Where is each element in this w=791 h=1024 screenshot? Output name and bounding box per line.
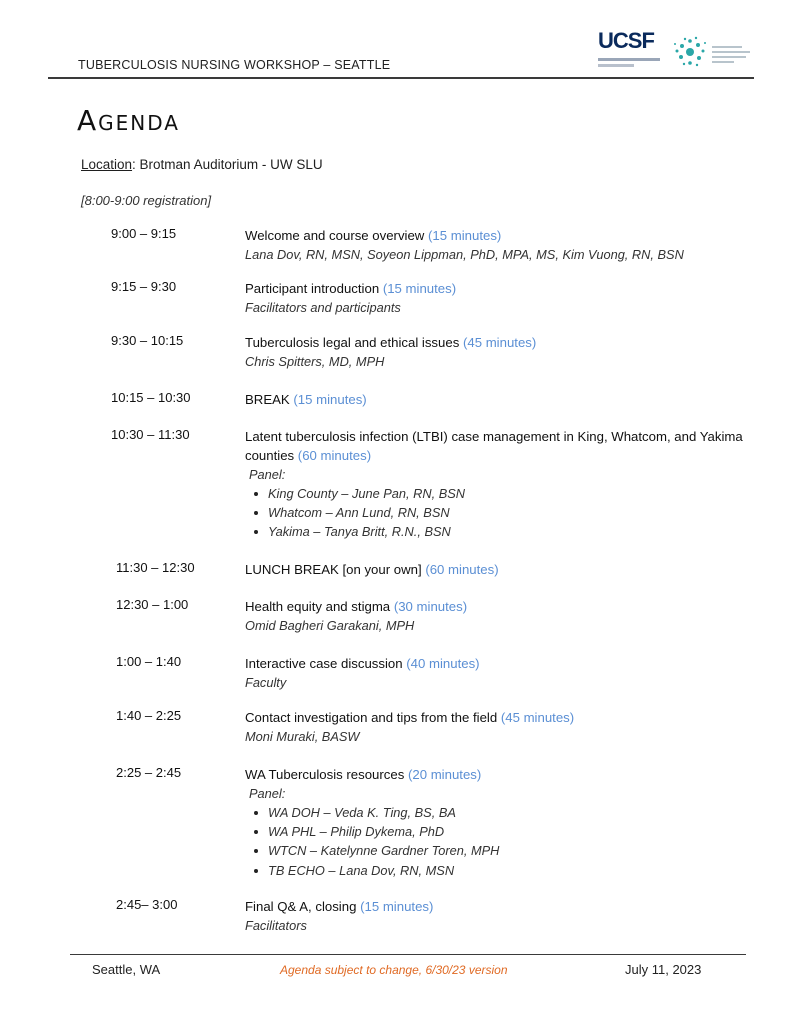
agenda-duration: (45 minutes)	[500, 710, 575, 725]
agenda-time: 10:15 – 10:30	[111, 390, 191, 405]
agenda-presenter: Chris Spitters, MD, MPH	[245, 354, 385, 369]
agenda-duration: (15 minutes)	[360, 899, 434, 914]
header-title: TUBERCULOSIS NURSING WORKSHOP – SEATTLE	[78, 58, 391, 72]
agenda-presenter: Faculty	[245, 675, 287, 690]
location-label: Location	[81, 157, 133, 172]
panel-member: TB ECHO – Lana Dov, RN, MSN	[268, 861, 755, 880]
agenda-time: 9:00 – 9:15	[111, 226, 177, 241]
curry-center-logo	[672, 32, 752, 72]
footer-divider	[70, 954, 746, 955]
footer-date: July 11, 2023	[625, 962, 702, 977]
ucsf-logo-subtext	[598, 64, 634, 67]
agenda-session: Latent tuberculosis infection (LTBI) case management in King, Whatcom, and Yakima counties	[245, 429, 743, 463]
agenda-duration: (30 minutes)	[393, 599, 468, 614]
agenda-session: Participant introduction	[245, 281, 380, 296]
agenda-presenter: Moni Muraki, BASW	[245, 729, 360, 744]
agenda-time: 10:30 – 11:30	[111, 427, 190, 442]
agenda-session: Contact investigation and tips from the field	[245, 710, 498, 725]
agenda-presenter: Lana Dov, RN, MSN, Soyeon Lippman, PhD, MPA, MS, Kim Vuong, RN, BSN	[245, 247, 684, 262]
ucsf-logo-wordmark: UCSF	[598, 28, 654, 53]
agenda-session: Interactive case discussion	[245, 656, 403, 671]
panel-list	[245, 803, 755, 880]
agenda-time: 1:40 – 2:25	[116, 708, 182, 723]
footer-location: Seattle, WA	[92, 962, 161, 977]
panel-member: Whatcom – Ann Lund, RN, BSN	[268, 503, 755, 522]
panel-member: WTCN – Katelynne Gardner Toren, MPH	[268, 841, 755, 860]
curry-center-sun-icon	[672, 32, 712, 72]
agenda-session: Health equity and stigma	[245, 599, 391, 614]
ucsf-logo	[598, 30, 668, 74]
agenda-session: WA Tuberculosis resources	[245, 767, 405, 782]
footer-version-note: Agenda subject to change, 6/30/23 version	[280, 963, 508, 977]
location-value: : Brotman Auditorium - UW SLU	[132, 157, 323, 172]
agenda-duration: (60 minutes)	[297, 448, 372, 463]
panel-list	[245, 484, 755, 542]
curry-center-logo-text	[712, 46, 750, 66]
panel-label: Panel:	[249, 467, 286, 482]
agenda-time: 9:30 – 10:15	[111, 333, 184, 348]
agenda-time: 1:00 – 1:40	[116, 654, 182, 669]
agenda-presenter: Facilitators	[245, 918, 307, 933]
agenda-duration: (20 minutes)	[407, 767, 482, 782]
panel-member: Yakima – Tanya Britt, R.N., BSN	[268, 522, 755, 541]
agenda-session: Welcome and course overview	[245, 228, 425, 243]
panel-label: Panel:	[249, 786, 286, 801]
agenda-duration: (15 minutes)	[382, 281, 457, 296]
agenda-session: BREAK	[245, 392, 290, 407]
agenda-session: Final Q& A, closing	[245, 899, 357, 914]
location-line	[81, 157, 323, 172]
agenda-time: 2:25 – 2:45	[116, 765, 182, 780]
agenda-duration: (40 minutes)	[406, 656, 480, 671]
agenda-duration: (15 minutes)	[428, 228, 502, 243]
agenda-duration: (15 minutes)	[293, 392, 367, 407]
page-title: Agenda	[77, 104, 180, 137]
agenda-session: LUNCH BREAK [on your own]	[245, 562, 422, 577]
agenda-presenter: Facilitators and participants	[245, 300, 401, 315]
ucsf-logo-subtext	[598, 58, 660, 61]
agenda-presenter: Omid Bagheri Garakani, MPH	[245, 618, 415, 633]
panel-member: King County – June Pan, RN, BSN	[268, 484, 755, 503]
agenda-duration: (45 minutes)	[462, 335, 537, 350]
agenda-time: 2:45– 3:00	[116, 897, 178, 912]
agenda-session: Tuberculosis legal and ethical issues	[245, 335, 460, 350]
agenda-time: 11:30 – 12:30	[116, 560, 195, 575]
panel-member: WA PHL – Philip Dykema, PhD	[268, 822, 755, 841]
agenda-time: 9:15 – 9:30	[111, 279, 177, 294]
agenda-duration: (60 minutes)	[425, 562, 499, 577]
panel-member: WA DOH – Veda K. Ting, BS, BA	[268, 803, 755, 822]
header-divider	[48, 77, 754, 79]
agenda-time: 12:30 – 1:00	[116, 597, 189, 612]
registration-note: [8:00-9:00 registration]	[81, 193, 212, 208]
